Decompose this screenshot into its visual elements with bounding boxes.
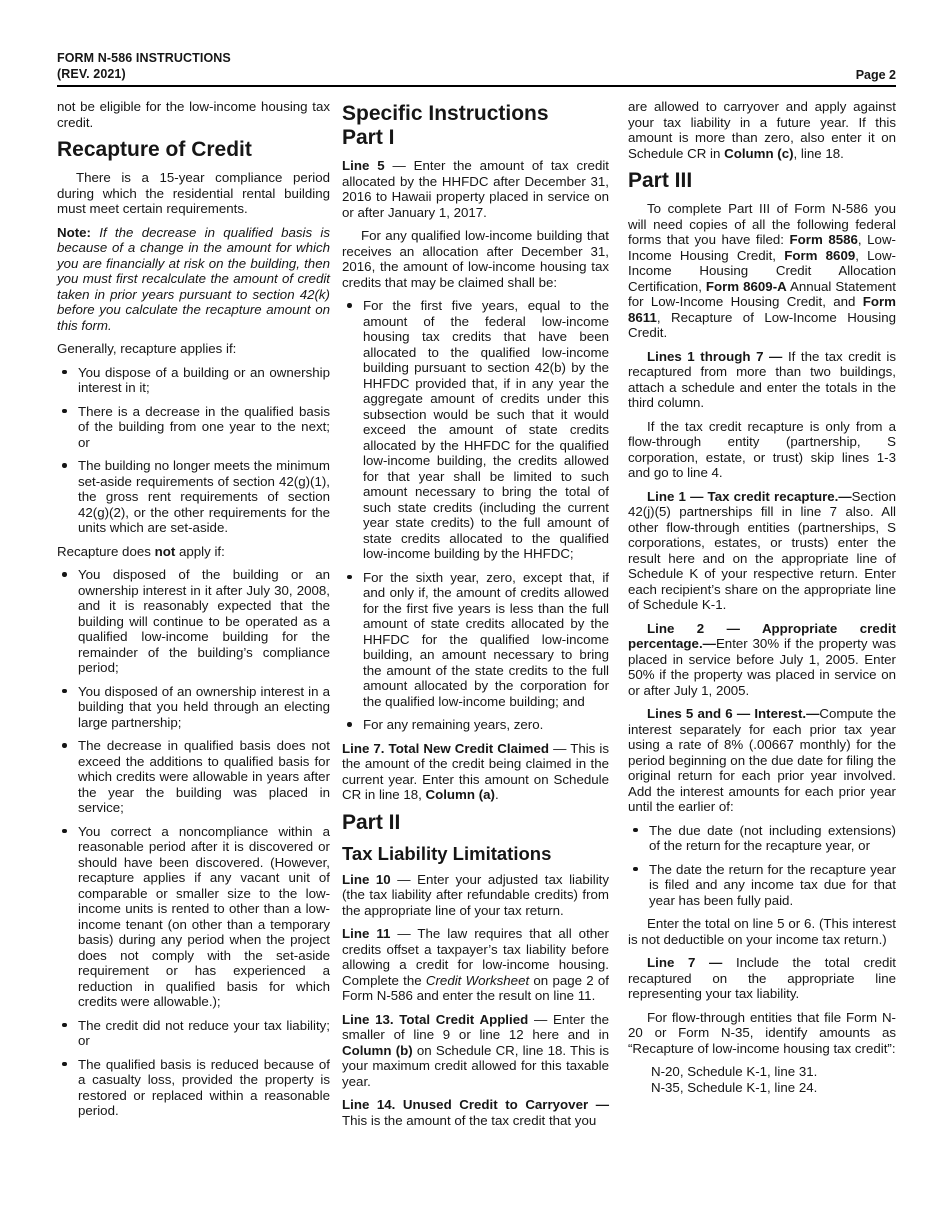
bullet-marker xyxy=(62,370,67,375)
paragraph xyxy=(628,419,896,481)
paragraph xyxy=(628,1064,896,1095)
text-segment: Column (a) xyxy=(425,787,495,802)
text-segment: You disposed of the building or an ownership interest in it after July 30, 2008, and it is reasonably expected that the building will continue to be operated as a qualified low-income building for the remainder of the building’s compliance period; xyxy=(78,567,330,675)
bullet-item xyxy=(57,458,330,536)
section-heading xyxy=(628,169,896,193)
text-segment: The due date (not including extensions) of the return for the recapture year, or xyxy=(649,822,896,853)
text-segment: on page 2 of Form N-586 and enter the result on line 11. xyxy=(342,972,609,1003)
bullet-item xyxy=(628,862,896,909)
text-segment: Line 7. Total New Credit Claimed xyxy=(342,740,550,756)
text-segment: This is the amount of the tax credit that you xyxy=(342,1112,597,1128)
bullet-marker xyxy=(62,743,67,748)
column-right xyxy=(628,99,896,1103)
bullet-item xyxy=(628,823,896,854)
bullet-item xyxy=(57,404,330,451)
text-segment: For flow-through entities that file Form N-20 or Form N-35, identify amounts as “Recapture of low-income housing tax credit”: xyxy=(628,1009,896,1056)
text-segment: not xyxy=(154,543,176,559)
column-left xyxy=(57,99,330,1127)
bullet-marker xyxy=(347,303,352,308)
paragraph xyxy=(342,1097,609,1128)
paragraph xyxy=(628,1010,896,1057)
text-segment: apply if: xyxy=(175,543,225,559)
page-header xyxy=(57,50,896,82)
bullet-marker xyxy=(62,689,67,694)
text-segment: The building no longer meets the minimum set-aside requirements of section 42(g)(1), the gross rent requirements of section 42(g)(2), or the other requirements for the units which are set-aside. xyxy=(78,458,330,535)
paragraph xyxy=(57,544,330,560)
text-segment: Note: xyxy=(57,224,100,240)
text-segment: Form 8611 xyxy=(628,294,896,325)
bullet-marker xyxy=(633,828,638,833)
text-segment: Enter the total on line 5 or 6. (This interest is not deductible on your income tax return.) xyxy=(628,916,896,947)
bullet-marker xyxy=(347,575,352,580)
section-heading xyxy=(342,843,609,864)
bullet-item xyxy=(57,824,330,1010)
text-segment: You correct a noncompliance within a reasonable period after it is discovered or should have been discovered. (However, recapture applies if any vacant unit of comparable or smaller size to the low-income units is rented to other than a low-income tenant (on other than a temporary basis) during any period when the project does not comply with the set-aside requirement or has experienced a reduction in qualified basis for which credits were allowable.); xyxy=(78,823,330,1009)
text-segment: — Enter your adjusted tax liability (the tax liability after refundable credits) from the appropriate line of your tax return. xyxy=(342,871,609,918)
bullet-marker xyxy=(62,1023,67,1028)
text-segment: are allowed to carryover and apply against your tax liability in a future year. If this amount is more than zero, also enter it on Schedule CR in xyxy=(628,99,896,161)
text-segment: There is a 15-year compliance period during which the residential rental building must meet certain requirements. xyxy=(57,170,330,216)
text-segment: Form 8586 xyxy=(789,232,858,247)
text-segment: Line 11 xyxy=(342,926,391,941)
text-segment: Line 10 xyxy=(342,871,391,887)
text-segment: There is a decrease in the qualified basis of the building from one year to the next; or xyxy=(78,403,330,450)
paragraph xyxy=(628,706,896,815)
paragraph xyxy=(57,225,330,334)
bullet-item xyxy=(57,1057,330,1119)
bullet-item xyxy=(57,684,330,731)
text-segment: The date the return for the recapture year is filed and any income tax due for that year has been fully paid. xyxy=(649,861,896,908)
text-segment: For any qualified low-income building that receives an allocation after December 31, 2016, the amount of low-income housing tax credits that may be claimed shall be: xyxy=(342,228,609,290)
bullet-marker xyxy=(62,463,67,468)
form-title: FORM N-586 INSTRUCTIONS xyxy=(57,51,231,65)
text-segment: N-20, Schedule K-1, line 31. xyxy=(651,1064,818,1079)
text-segment: Include the total credit recaptured on the appropriate line representing your tax liability. xyxy=(628,955,897,1001)
bullet-marker xyxy=(62,1062,67,1067)
paragraph xyxy=(342,1012,609,1090)
paragraph xyxy=(628,201,896,341)
text-segment: Credit Worksheet xyxy=(425,972,530,988)
text-segment: Lines 5 and 6 — Interest.— xyxy=(647,706,820,721)
paragraph xyxy=(342,741,609,803)
bullet-item xyxy=(57,567,330,676)
text-segment: Generally, recapture applies if: xyxy=(57,341,237,356)
section-heading xyxy=(342,811,609,835)
text-segment: , Low-Income Housing Credit Allocation Certification, xyxy=(628,247,896,294)
text-segment: Line 2 — Appropriate credit percentage.— xyxy=(628,620,896,651)
text-segment: N-35, Schedule K-1, line 24. xyxy=(651,1079,818,1095)
bullet-item xyxy=(57,1018,330,1049)
bullet-item xyxy=(57,365,330,396)
bullet-marker xyxy=(62,829,67,834)
section-heading xyxy=(57,138,330,162)
header-rule xyxy=(57,85,896,87)
text-segment: If the decrease in qualified basis is because of a change in the amount for which you are financially at risk on the building, then you must first recalculate the amount of credit taken in prior years pursuant to section 42(k) before you calculate the recapture amount on this form. xyxy=(57,224,331,333)
text-segment: , line 18. xyxy=(793,145,844,161)
text-segment: — The law requires that all other credits offset a taxpayer’s tax liability before allowing a credit for low-income housing. Complete the xyxy=(342,926,609,988)
section-heading xyxy=(342,102,609,150)
text-segment: The decrease in qualified basis does not exceed the additions to qualified basis for which credits were allowable in years after the year the building was placed in service; xyxy=(78,738,330,815)
paragraph xyxy=(342,228,609,290)
text-segment: Column (b) xyxy=(342,1042,413,1058)
text-segment: Form 8609-A xyxy=(705,278,787,294)
text-segment: — Enter the smaller of line 9 or line 12 here and in xyxy=(342,1011,609,1042)
text-segment: Part III xyxy=(628,169,693,192)
text-segment: Recapture does xyxy=(57,543,155,559)
bullet-item xyxy=(342,298,609,562)
text-segment: — Enter the amount of tax credit allocated by the HHFDC after December 31, 2016 to Hawaii property placed in service on or after January 1, 2017. xyxy=(342,158,609,220)
bullet-item xyxy=(342,717,609,733)
text-segment: , Low-Income Housing Credit, xyxy=(628,232,896,263)
paragraph xyxy=(342,926,609,1004)
column-middle xyxy=(342,99,609,1136)
text-segment: The qualified basis is reduced because of a casualty loss, provided the property is restored or replaced within a reasonable period. xyxy=(78,1056,330,1118)
text-segment: — This is the amount of the credit being claimed in the current year. Enter this amount on Schedule CR in line 18, xyxy=(342,740,609,802)
text-segment: Column (c) xyxy=(724,145,794,161)
paragraph xyxy=(342,158,609,220)
text-segment: Form 8609 xyxy=(784,247,856,263)
paragraph xyxy=(628,621,896,699)
paragraph xyxy=(628,349,896,411)
text-segment: . xyxy=(494,787,499,802)
bullet-item xyxy=(57,738,330,816)
text-segment: For any remaining years, zero. xyxy=(363,717,544,732)
bullet-marker xyxy=(633,867,638,872)
text-segment: For the first five years, equal to the amount of the federal low-income housing tax credits that have been allocated to the qualified low-income building pursuant to section 42(b) by the HHFDC provided that, if in any year the aggregate amount of credits under this subsection would be such that it would exceed the amount of state credits allocated by the HHFDC for the qualified low-income building, the credits allowed for that year shall be limited to such amount necessary to bring the total of such state credits (including the current year state credits) to the full amount of state credits allocated to the qualified low-income building by the HHFDC; xyxy=(363,298,609,561)
text-segment: Lines 1 through 7 — xyxy=(647,348,788,364)
text-segment: Line 1 — Tax credit recapture.— xyxy=(647,488,852,504)
text-segment: Part I xyxy=(342,126,395,149)
text-segment: Enter 30% if the property was placed in service before July 1, 2005. Enter 50% if the property was placed in service on or after July 1, 2005. xyxy=(628,636,896,698)
bullet-marker xyxy=(62,572,67,577)
paragraph xyxy=(628,489,896,613)
text-segment: Line 7 — xyxy=(647,955,737,970)
text-segment: Recapture of Credit xyxy=(57,138,252,161)
text-segment: on Schedule CR, line 18. This is your maximum credit allowed for this taxable year. xyxy=(342,1042,609,1089)
text-segment: Compute the interest separately for each prior tax year using a rate of 8% (.00667 monthly) for the period beginning on the due date for filing the original return for each prior year involved. Add the interest amounts for each prior year until the earlier of: xyxy=(628,706,896,814)
paragraph xyxy=(628,916,896,947)
text-segment: To complete Part III of Form N-586 you will need copies of all the following federal forms that you have filed: xyxy=(628,201,896,247)
text-segment: If the tax credit recapture is only from a flow-through entity (partnership, S corporation, estate, or trust) skip lines 1-3 and go to line 4. xyxy=(628,418,896,480)
text-segment: Specific Instructions xyxy=(342,102,549,125)
text-segment: Line 5 xyxy=(342,158,385,173)
text-segment: Part II xyxy=(342,810,401,834)
text-segment: If the tax credit is recaptured from more than two buildings, attach a schedule and enter the totals in the third column. xyxy=(628,348,896,410)
bullet-marker xyxy=(347,722,352,727)
text-segment: The credit did not reduce your tax liability; or xyxy=(78,1017,330,1048)
page-number: Page 2 xyxy=(855,68,896,82)
text-segment: not be eligible for the low-income housing tax credit. xyxy=(57,99,330,130)
text-segment: For the sixth year, zero, except that, if and only if, the amount of credits allowed for the first five years is less than the full amount of state credits allocated by the HHFDC for the qualified low-income building, an amount necessary to bring the amount of the state credits to the full amount allocated by the corporation for the qualified low-income building; and xyxy=(363,569,609,709)
text-segment: You dispose of a building or an ownership interest in it; xyxy=(78,364,330,395)
text-segment: Section 42(j)(5) partnerships fill in line 7 also. All other flow-through entities (partnerships, S corporations, estates, or trusts) enter the result here and on the appropriate line of Schedule K of your respective return. Enter each recipient’s share on the appropriate line of Schedule K-1. xyxy=(628,488,896,612)
text-segment: Line 14. Unused Credit to Carryover — xyxy=(342,1097,609,1112)
text-segment: Annual Statement for Low-Income Housing Credit, and xyxy=(628,278,896,309)
bullet-marker xyxy=(62,409,67,414)
text-segment: You disposed of an ownership interest in a building that you held through an electing large partnership; xyxy=(78,683,330,730)
paragraph xyxy=(57,170,330,217)
text-segment: Line 13. Total Credit Applied xyxy=(342,1011,529,1027)
paragraph xyxy=(628,99,896,161)
paragraph xyxy=(342,872,609,919)
text-segment: , Recapture of Low-Income Housing Credit. xyxy=(628,309,896,340)
text-segment: Tax Liability Limitations xyxy=(342,842,552,864)
paragraph xyxy=(628,955,896,1002)
bullet-item xyxy=(342,570,609,710)
paragraph xyxy=(57,99,330,130)
form-revision: (REV. 2021) xyxy=(57,67,126,81)
paragraph xyxy=(57,341,330,357)
